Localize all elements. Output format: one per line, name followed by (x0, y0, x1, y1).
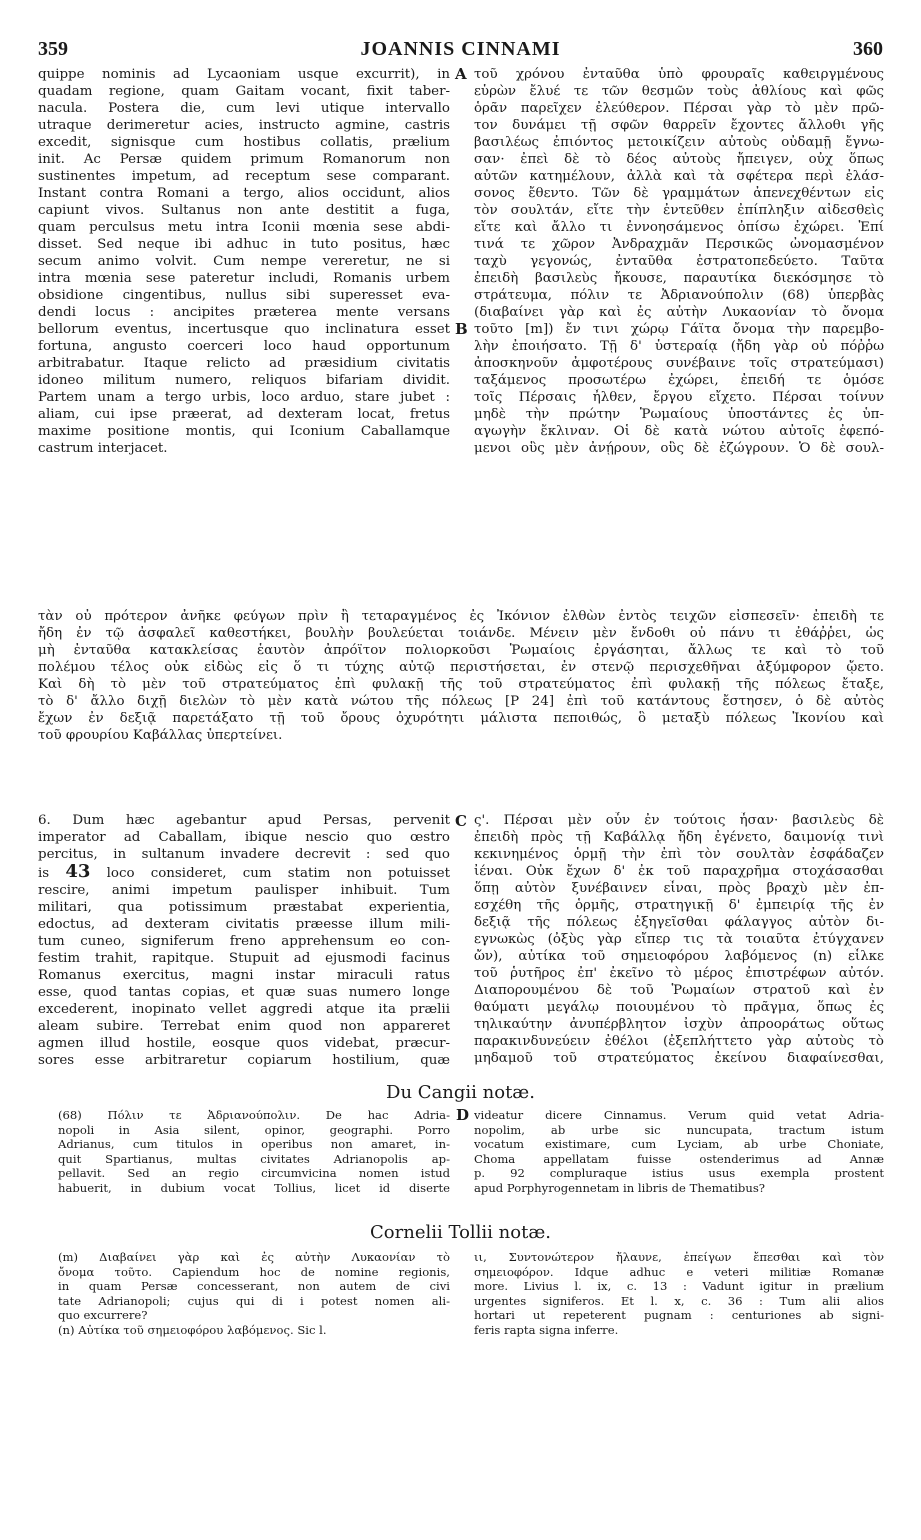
note-68-right (474, 1108, 884, 1196)
text-line: ἐπειδὴ βασιλεὺς ἤκουσε, παραυτίκα διεκόσμησε τὸ (474, 271, 884, 286)
text-line: στράτευμα, πόλιν τε Ἀδριανούπολιν (68) ὑπερβὰς (474, 288, 884, 303)
text-line: Instant contra Romani a tergo, alios occidunt, alios (38, 186, 450, 201)
text-line: imperator ad Caballam, ibique nescio quo œstro (38, 830, 450, 845)
text-line: εἴτε καὶ ἄλλο τι ἐννοησάμενος ὀπίσω ἐχώρει. Ἐπί (474, 220, 884, 235)
note-line: quo excurrere? (58, 1308, 148, 1323)
text-line: μηδαμοῦ τοῦ στρατεύματος ἐκείνου διαφαίνεσθαι, (474, 1051, 884, 1066)
text-line: obsidione cingentibus, nullus sibi superesset eva- (38, 288, 450, 303)
greek-column-chapter-6 (474, 812, 884, 1067)
text-line: τινά τε χῶρον Ἀνδραχμᾶν Περσικῶς ὠνομασμένον (474, 237, 884, 252)
text-line: ς'. Πέρσαι μὲν οὖν ἐν τούτοις ἦσαν· βασιλεὺς δὲ (474, 813, 884, 828)
text-line: μὴ ἐνταῦθα κατακλείσας ἑαυτὸν ἀπρόϊτον πολιορκοῦσι Ῥωμαίοις ἐργάσηται, ἄλλως τε καὶ τὸ τοῦ (38, 643, 884, 658)
note-line: in quam Persæ concesserant, non autem de civi (58, 1279, 450, 1294)
greek-column-top (474, 66, 884, 457)
text-line: init. Ac Persæ quidem primum Romanorum non (38, 152, 450, 167)
note-line: p. 92 compluraque istius usus exempla prostent (474, 1166, 884, 1181)
text-line: nacula. Postera die, cum levi utique intervallo (38, 101, 450, 116)
note-line: tate Adrianopoli; cujus qui di i potest nomen ali- (58, 1293, 450, 1308)
note-line: (68) Πόλιν τε Ἀδριανούπολιν. De hac Adria- (58, 1108, 450, 1122)
notes-heading-tollius: Cornelii Tollii notæ. (370, 1222, 551, 1243)
note-line: apud Porphyrogennetam in libris de Thematibus? (474, 1180, 765, 1195)
text-line: edoctus, ad dexteram civitatis præesse illum mili- (38, 917, 450, 932)
greek-full-width (38, 608, 884, 744)
text-line: percitus, in sultanum invadere decrevit : sed quo (38, 847, 450, 862)
text-line: bellorum eventus, incertusque quo inclinatura esset (38, 322, 450, 337)
running-title: JOANNIS CINNAMI (360, 37, 561, 60)
text-line: βασιλέως ἐπιόντος μετοικίζειν αὐτοὺς οὐδαμῇ ἔγνω- (474, 135, 884, 150)
text-line: agmen illud hostile, eosque quos videbat, præcur- (38, 1036, 450, 1051)
text-line: idoneo militum numero, reliquos bifariam dividit. (38, 373, 450, 388)
text-line: fortuna, angusto coerceri loco haud opportunum (38, 339, 450, 354)
text-line: disset. Sed neque ibi adhuc in tuto positus, hæc (38, 237, 450, 252)
text-line: secum animo volvit. Cum nempe vereretur, ne si (38, 254, 450, 269)
text-line: ἰέναι. Οὐκ ἔχων δ' ἐκ τοῦ παραχρῆμα στοχάσασθαι (474, 864, 884, 879)
text-line: εὑρὼν ἔλυέ τε τῶν θεσμῶν τοὺς ἀθλίους καὶ φῶς (474, 84, 884, 99)
note-line: σημειοφόρον. Idque adhuc e veteri militiæ Romanæ (474, 1264, 884, 1279)
note-line: videatur dicere Cinnamus. Verum quid vetat Adria- (474, 1108, 884, 1122)
text-line-with-marker (38, 863, 450, 882)
text-line: τηλικαύτην ἀνυπέρβλητον ἰσχὺν ἀπροοράτως οὕτως (474, 1017, 884, 1032)
text-line: quadam regione, quam Gaitam vocant, fixit taber- (38, 84, 450, 99)
text-line: τὸν σουλτάν, εἴτε τὴν ἐντεῦθεν ἐπίπληξιν αἰδεσθεὶς (474, 203, 884, 218)
text-line: τον δυνάμει τῇ σφῶν θαρρεῖν ἔχοντες ἄλλοθι γῆς (474, 118, 884, 133)
text-line: κεκινημένος ὁρμῇ τὴν ἐπὶ τὸν σουλτὰν ἐσφάδαζεν (474, 847, 884, 862)
text-line: intra mœnia sese pateretur includi, Romanis urbem (38, 271, 450, 286)
text-line: αὐτῶν κατημέλουν, ἀλλὰ καὶ τὰ σφέτερα περὶ ἐλάσ- (474, 169, 884, 184)
text-line: maxime positione montis, qui Iconium Caballamque (38, 424, 450, 439)
text-line: σαν· ἐπεὶ δὲ τὸ δέος αὐτοὺς ἤπειγεν, οὐχ ὅπως (474, 152, 884, 167)
note-line: urgentes signiferos. Et l. x, c. 36 : Tum alii alios (474, 1293, 884, 1308)
text-line: ἔχων ἐν δεξιᾷ παρετάξατο τῇ τοῦ ὄρους ὀχυρότητι μάλιστα πεποιθώς, ὃ μεταξὺ πόλεως Ἰκονίου καὶ (38, 711, 884, 726)
text-line: Partem unam a tergo urbis, loco arduo, stare jubet : (38, 390, 450, 405)
text-line: εγνωκὼς (ὀξὺς γὰρ εἴπερ τις τὰ τοιαῦτα ἐτύγχανεν (474, 932, 884, 947)
text-line: αγωγὴν ἔκλιναν. Οἱ δὲ κατὰ νώτου αὐτοῖς ἐφεπό- (474, 424, 884, 439)
text-line: Καὶ δὴ τὸ μὲν τοῦ στρατεύματος ἐπὶ φυλακῇ τῆς τοῦ στρατεύματος ἐπὶ φυλακῇ τῆς πόλεως ἔταξε, (38, 677, 884, 692)
text-line: 6. Dum hæc agebantur apud Persas, pervenit (38, 813, 450, 828)
text-line: τοῦ χρόνου ἐνταῦθα ὑπὸ φρουραῖς καθειργμένους (474, 67, 884, 82)
text-line: sores esse arbitraretur copiarum hostilium, quæ (38, 1053, 450, 1068)
text-line: μηδὲ τὴν πρώτην Ῥωμαίους ὑποστάντες ἐς ὑπ- (474, 407, 884, 422)
text-line: Romanus exercitus, magni instar miraculi ratus (38, 968, 450, 983)
text-line: σονος ἔθεντο. Τῶν δὲ γραμμάτων ἀπενεχθέντων εἰς (474, 186, 884, 201)
text-line: εσχέθη τῆς ὁρμῆς, στρατηγικῇ δ' ἐμπειρίᾳ τῆς ἐν (474, 898, 884, 913)
text-line: ἀποσκηνοῦν ἀμφοτέρους συνέβαινε τοῖς στρατεύμασι) (474, 356, 884, 371)
note-line: vocatum existimare, cum Lyciam, ab urbe Choniate, (474, 1137, 884, 1152)
text-line: τοῦ φρουρίου Καβάλλας ὑπερτείνει. (38, 728, 283, 743)
note-line: ὄνομα τοῦτο. Capiendum hoc de nomine regionis, (58, 1264, 450, 1279)
margin-letter-b: B (455, 320, 468, 338)
text-line: ὤν), αὐτίκα τοῦ σημειοφόρου λαβόμενος (n) εἷλκε (474, 949, 884, 964)
text-line: dendi locus : ancipites præterea mente versans (38, 305, 450, 320)
text-line: aliam, cui ipse præerat, ad dexteram locat, fretus (38, 407, 450, 422)
text-line: τοῦ ῥυτῆρος ἐπ' ἐκεῖνο τὸ μέρος ἐπιστρέφων αὐτόν. (474, 966, 884, 981)
note-line: feris rapta signa inferre. (474, 1322, 619, 1337)
note-line: hortari ut repeterent pugnam : centuriones ab signi- (474, 1308, 884, 1323)
note-line: more. Livius l. ix, c. 13 : Vadunt igitur in prælium (474, 1279, 884, 1294)
text-line: θαύματι μεγάλῳ ποιουμένου τὸ πρᾶγμα, ὅπως ἐς (474, 1000, 884, 1015)
text-line: τὰν οὐ πρότερον ἀνῆκε φεύγων πρὶν ἢ τεταραγμένος ἐς Ἰκόνιον ἐλθὼν ἐντὸς τειχῶν εἰσπεσεῖν· ἐπειδὴ τε (38, 609, 884, 624)
latin-column-chapter-6 (38, 812, 450, 1069)
latin-column-top (38, 66, 450, 457)
text-line: festim trahit, rapitque. Stupuit ad ejusmodi facinus (38, 951, 450, 966)
notes-heading-du-cange: Du Cangii notæ. (386, 1082, 535, 1103)
tollius-note-right (474, 1250, 884, 1338)
text-line: ταχὺ γεγονώς, ἐνταῦθα ἐστρατοπεδεύετο. Ταῦτα (474, 254, 884, 269)
text-line: esse, quod tantas copias, et quæ suas numero longe (38, 985, 450, 1000)
note-line: (m) Διαβαίνει γὰρ καὶ ἐς αὐτὴν Λυκαονίαν τὸ (58, 1250, 450, 1264)
text-line: τὸ δ' ἄλλο διχῇ διελὼν τὸ μὲν κατὰ νώτου τῆς πόλεως [P 24] ἐπὶ τοῦ κατάντους ἔστησεν, ὁ δὲ αὐτὸς (38, 694, 884, 709)
text-line: excedit, signisque cum hostibus collatis, prælium (38, 135, 450, 150)
text-line: sustinentes impetum, ad receptum sese comparant. (38, 169, 450, 184)
text-line: quippe nominis ad Lycaoniam usque excurrit), in (38, 67, 450, 82)
note-line: pellavit. Sed an regio circumvicina nomen istud (58, 1166, 450, 1181)
text-line: πολέμου τέλος οὐκ εἰδὼς εἰς ὅ τι τύχης αὐτῷ περιστήσεται, ἐν στενῷ περισχεθῆναι ἀξύμφορον ᾤετο. (38, 660, 884, 675)
text-line: μενοι οὓς μὲν ἀνῄρουν, οὓς δὲ ἐζώγρουν. Ὁ δὲ σουλ- (474, 441, 884, 456)
tollius-note-left (58, 1250, 450, 1338)
text-line: ἐπειδὴ πρὸς τῇ Καβάλλᾳ ἤδη ἐγένετο, δαιμονίᾳ τινὶ (474, 830, 884, 845)
note-line: habuerit, in dubium vocat Tollius, licet id diserte (58, 1180, 450, 1195)
margin-letter-a: A (455, 65, 467, 83)
text-line: ταξάμενος προσωτέρω ἐχώρει, ἐπειδή τε ὁμόσε (474, 373, 884, 388)
text-line: arbitrabatur. Itaque relicto ad præsidium civitatis (38, 356, 450, 371)
text-line: quam perculsus metu intra Iconii mœnia sese abdi- (38, 220, 450, 235)
text-line: ἤδη ἐν τῷ ἀσφαλεῖ καθεστήκει, βουλὴν βουλεύεται τοιάνδε. Μένειν μὲν ἔνδοθι οὐ πάνυ τι ἐθάῤῥει, ὡς (38, 626, 884, 641)
margin-letter-c: C (455, 812, 467, 830)
text-line: aleam subire. Terrebat enim quod non appareret (38, 1019, 450, 1034)
text-line: tum cuneo, signiferum freno apprehensum eo con- (38, 934, 450, 949)
text-line: τοῦτο [m]) ἔν τινι χώρῳ Γάϊτα ὄνομα τὴν παρεμβο- (474, 322, 884, 337)
text-line: παρακινδυνεύειν ἐθέλοι (ἐξεπλήττετο γὰρ αὐτοὺς τὸ (474, 1034, 884, 1049)
text-line: militari, qua potissimum præstabat experientia, (38, 900, 450, 915)
note-line: (n) Αὐτίκα τοῦ σημειοφόρου λαβόμενος. Sic l. (58, 1322, 327, 1337)
text-line: ὁρᾶν παρεῖχεν ἐλεύθερον. Πέρσαι γὰρ τὸ μὲν πρῶ- (474, 101, 884, 116)
note-line: Adrianus, cum titulos in operibus non amaret, in- (58, 1137, 450, 1152)
text-line: (διαβαίνει γὰρ καὶ ἐς αὐτὴν Λυκαονίαν τὸ ὄνομα (474, 305, 884, 320)
note-line: ιι, Συντονώτερον ἤλαυνε, ἐπείγων ἔπεσθαι καὶ τὸν (474, 1250, 884, 1264)
note-68-left (58, 1108, 450, 1196)
text-line: excederent, inopinato vellet aggredi atque ita prælii (38, 1002, 450, 1017)
text-line: ὅπῃ αὐτὸν ξυνέβαινεν εἶναι, πρὸς βραχὺ μὲν ἐπ- (474, 881, 884, 896)
text-line: τοῖς Πέρσαις ἦλθεν, ἔργου εἴχετο. Πέρσαι τοίνυν (474, 390, 884, 405)
text-line: δεξιᾷ τῆς πόλεως ἐξηγεῖσθαι φάλαγγος αὐτὸν δι- (474, 915, 884, 930)
line-text: loco consideret, cum statim non potuisset (106, 866, 450, 881)
page-marker-43: 43 (65, 863, 91, 882)
note-line: nopoli in Asia silent, opinor, geographi. Porro (58, 1122, 450, 1137)
text-line: Διαπορουμένου δὲ τοῦ Ῥωμαίων στρατοῦ καὶ ἐν (474, 983, 884, 998)
right-page-number: 360 (852, 37, 883, 60)
note-line: nopolim, ab urbe sic nuncupata, tractum istum (474, 1122, 884, 1137)
text-line: rescire, animi impetum paulisper inhibuit. Tum (38, 883, 450, 898)
text-line: capiunt vivos. Sultanus non ante destitit a fuga, (38, 203, 450, 218)
text-line: castrum interjacet. (38, 441, 168, 456)
note-line: quit Spartianus, multas civitates Adrianopolis ap- (58, 1151, 450, 1166)
margin-letter-d: D (456, 1106, 470, 1124)
text-line: utraque derimeretur acies, instructo agmine, castris (38, 118, 450, 133)
running-header (38, 36, 883, 62)
line-prefix: is (38, 866, 50, 881)
text-line: λὴν ἐποιήσατο. Τῇ δ' ὑστεραίᾳ (ἤδη γὰρ οὐ πόῤῥω (474, 339, 884, 354)
left-page-number: 359 (38, 37, 68, 60)
note-line: Choma appellatam fuisse ostenderimus ad Annæ (474, 1151, 884, 1166)
